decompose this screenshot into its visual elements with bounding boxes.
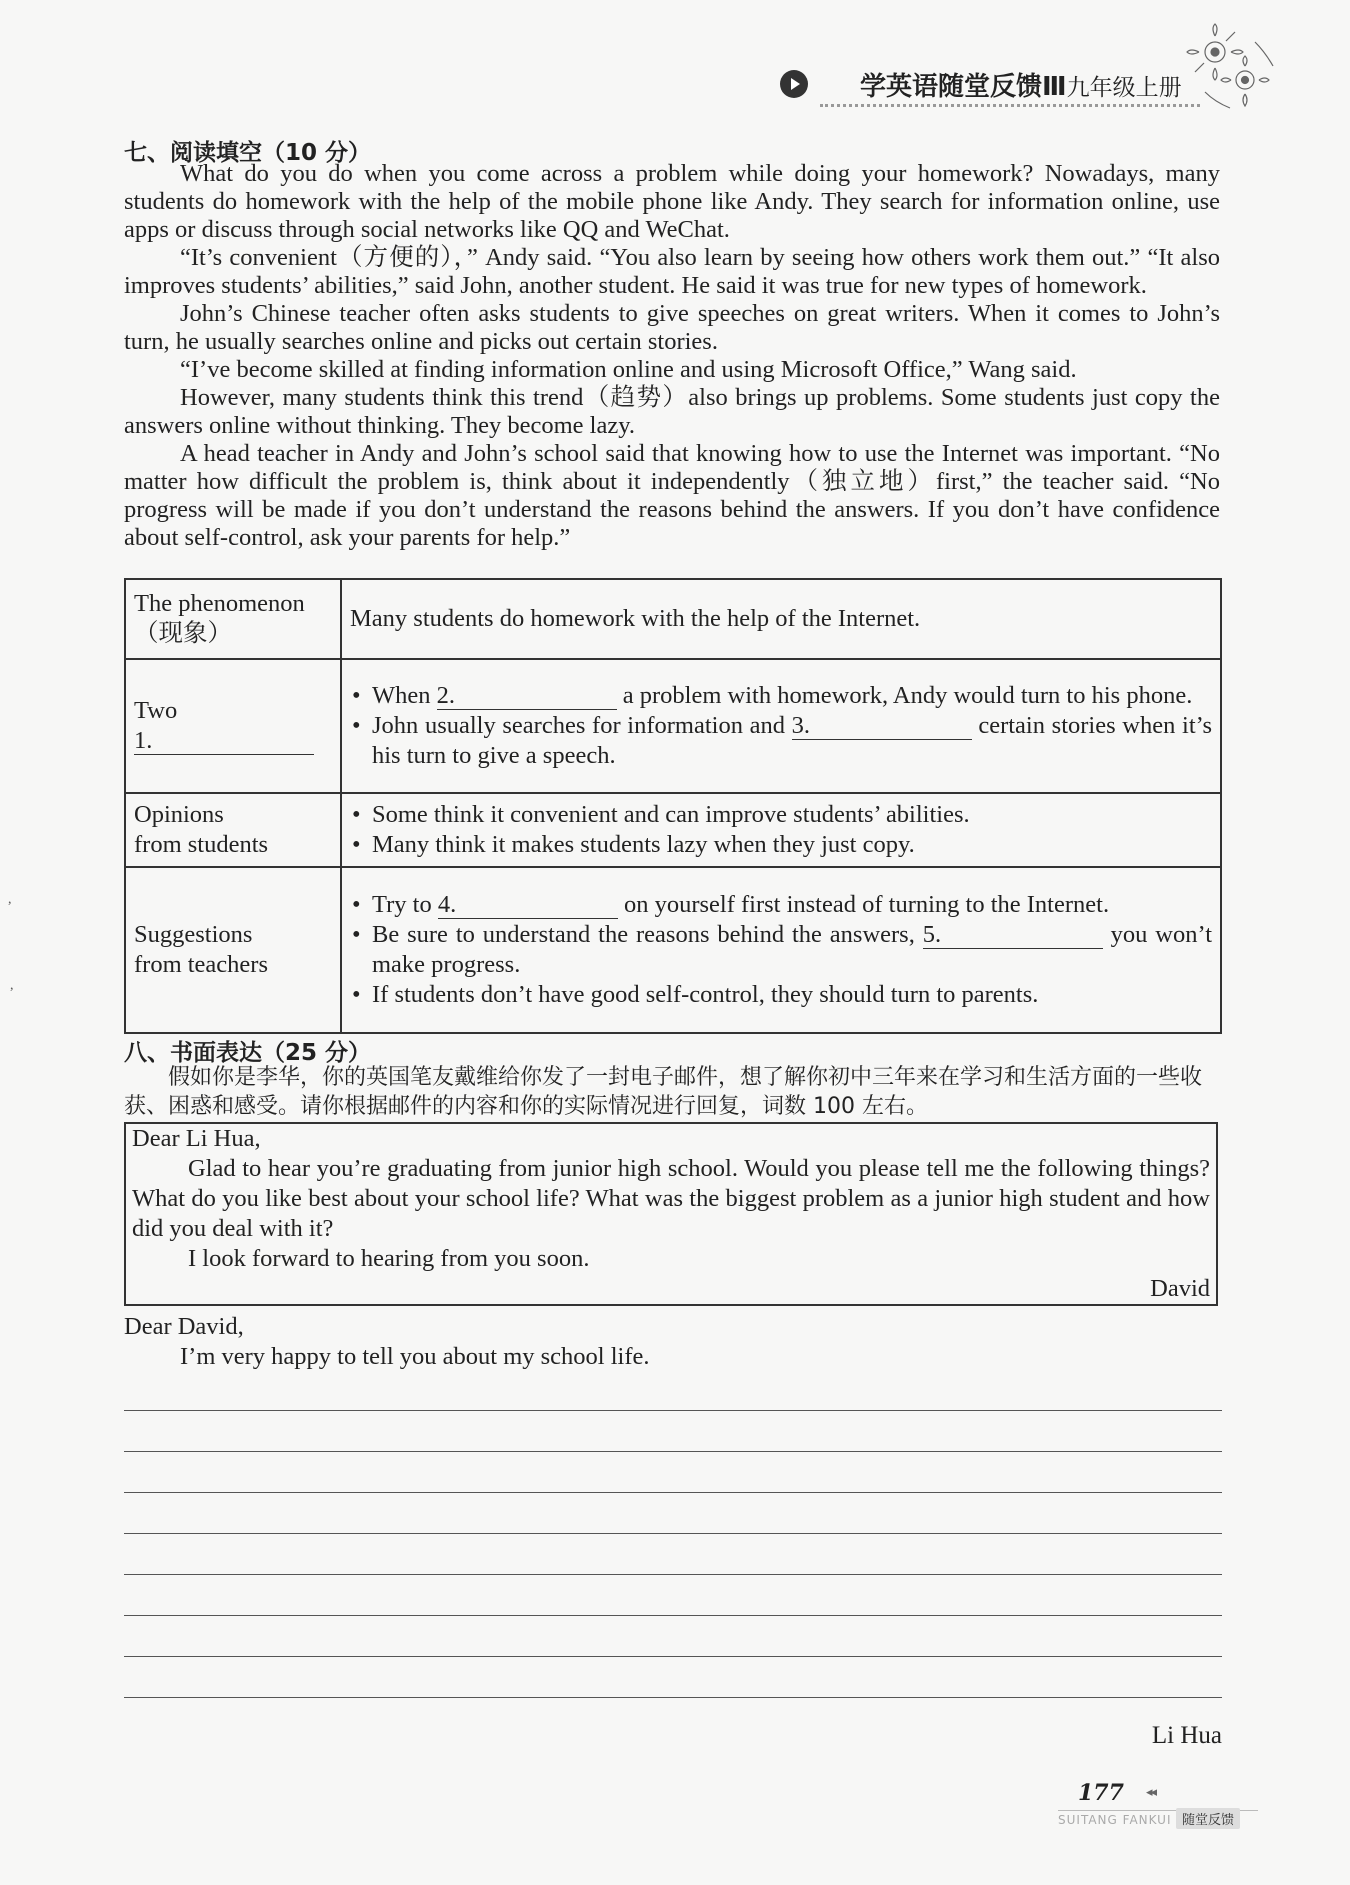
writing-line[interactable]	[124, 1575, 1222, 1616]
answer-blank-4[interactable]	[438, 892, 618, 919]
bullet-item: • If students don’t have good self-control, they should turn to parents.	[350, 980, 1212, 1010]
passage-paragraph: What do you do when you come across a problem while doing your homework? Nowadays, many students do homework with the help of the mobile phone like Andy. They search for information online, use apps or discuss through social networks like QQ and WeChat.	[124, 160, 1220, 243]
label-line: Two	[134, 697, 178, 724]
footer-badge: 随堂反馈	[1176, 1808, 1240, 1829]
table-row	[125, 867, 1221, 1033]
opinions-content	[341, 793, 1221, 867]
play-icon	[780, 70, 808, 98]
arrows-icon: ◂◂	[1146, 1784, 1156, 1799]
email-greeting: Dear Li Hua,	[132, 1125, 261, 1152]
reading-fill-table	[124, 578, 1222, 1034]
reading-passage	[124, 160, 1220, 552]
table-row	[125, 659, 1221, 793]
section-8-title: 八、书面表达（25 分）	[124, 1040, 372, 1066]
label-line: from students	[134, 831, 269, 858]
row-label-two	[125, 659, 341, 793]
label-line: Suggestions	[134, 921, 253, 948]
email-signature: David	[1150, 1275, 1210, 1302]
writing-line[interactable]	[124, 1411, 1222, 1452]
row-label-opinions	[125, 793, 341, 867]
reply-opening: I’m very happy to tell you about my school life.	[180, 1343, 650, 1370]
header-dotted-divider	[820, 104, 1200, 107]
email-body: Glad to hear you’re graduating from junior high school. Would you please tell me the following things? What do you like best about your school life? What was the biggest problem as a junior high student and how did you deal with it?	[132, 1155, 1210, 1242]
flower-ornament-icon	[1185, 22, 1280, 117]
reply-letter	[124, 1312, 1224, 1372]
grade-label: 九年级上册	[1066, 75, 1182, 101]
table-row	[125, 579, 1221, 659]
writing-line[interactable]	[124, 1370, 1222, 1411]
reply-greeting: Dear David,	[124, 1313, 244, 1340]
writing-line[interactable]	[124, 1493, 1222, 1534]
writing-line[interactable]	[124, 1616, 1222, 1657]
blank-number: 4.	[437, 891, 457, 918]
two-examples-content	[341, 659, 1221, 793]
label-line: （现象）	[134, 620, 232, 647]
bullet-item: • Many think it makes students lazy when they just copy.	[350, 830, 1212, 860]
suggestions-content	[341, 867, 1221, 1033]
answer-blank-2[interactable]	[437, 683, 617, 710]
answer-blank-5[interactable]	[923, 922, 1103, 949]
writing-line[interactable]	[124, 1657, 1222, 1698]
blank-number: 2.	[436, 682, 455, 709]
passage-paragraph: John’s Chinese teacher often asks students to give speeches on great writers. When it comes to John’s turn, he usually searches online and picks out certain stories.	[124, 300, 1220, 355]
writing-area[interactable]	[124, 1370, 1222, 1698]
label-line: from teachers	[134, 951, 268, 978]
writing-line[interactable]	[124, 1452, 1222, 1493]
answer-blank-3[interactable]	[792, 713, 972, 740]
page-number: 177	[1078, 1780, 1124, 1806]
reply-signature: Li Hua	[1151, 1722, 1222, 1749]
passage-paragraph: “I’ve become skilled at finding information online and using Microsoft Office,” Wang said.	[180, 356, 1077, 383]
passage-paragraph: However, many students think this trend（趋势）also brings up problems. Some students just copy the answers online without thinking. They become lazy.	[124, 384, 1220, 439]
label-line: The phenomenon	[134, 590, 305, 617]
prompt-text: 假如你是李华，你的英国笔友戴维给你发了一封电子邮件，想了解你初中三年来在学习和生活方面的一些收获、困惑和感受。请你根据邮件的内容和你的实际情况进行回复，词数 100 左右。	[124, 1065, 1203, 1119]
margin-mark: ,	[8, 892, 12, 907]
email-box	[124, 1122, 1218, 1306]
section-7-title: 七、阅读填空（10 分）	[124, 140, 372, 166]
answer-blank-1[interactable]	[134, 728, 314, 755]
row-label-suggestions	[125, 867, 341, 1033]
bullet-item: • Some think it convenient and can improve students’ abilities.	[350, 800, 1212, 830]
blank-number: 5.	[922, 921, 942, 948]
bullet-item: • John usually searches for information and 3. certain stories when it’s his turn to give a speech.	[350, 711, 1212, 771]
bullet-item: • When 2. a problem with homework, Andy would turn to his phone.	[350, 681, 1212, 711]
bullet-item: • Try to 4. on yourself first instead of turning to the Internet.	[350, 890, 1212, 920]
blank-number: 1.	[134, 727, 153, 754]
row-label-phenomenon	[125, 579, 341, 659]
footer-pinyin: SUITANG FANKUI	[1058, 1813, 1172, 1827]
passage-paragraph: “It’s convenient（方便的），” Andy said. “You also learn by seeing how others work them out.” “It also improves students’ abilities,” said John, another student. He said it was true for new types of homework.	[124, 244, 1220, 299]
page-header	[780, 62, 1220, 112]
writing-prompt	[124, 1063, 1224, 1121]
label-line: Opinions	[134, 801, 224, 828]
passage-paragraph: A head teacher in Andy and John’s school said that knowing how to use the Internet was important. “No matter how difficult the problem is, think about it independently（独立地）first,” the teacher said. “No progress will be made if you don’t understand the reasons behind the answers. If you don’t have confidence about self-control, ask your parents for help.”	[124, 440, 1220, 551]
table-row	[125, 793, 1221, 867]
writing-line[interactable]	[124, 1534, 1222, 1575]
bullet-item: • Be sure to understand the reasons behind the answers, 5. you won’t make progress.	[350, 920, 1212, 980]
phenomenon-content: Many students do homework with the help of the Internet.	[341, 579, 1221, 659]
email-closing: I look forward to hearing from you soon.	[188, 1245, 590, 1272]
margin-mark: ,	[10, 978, 14, 993]
blank-number: 3.	[791, 712, 811, 739]
book-title: 学英语随堂反馈Ⅲ九年级上册	[860, 72, 1182, 102]
